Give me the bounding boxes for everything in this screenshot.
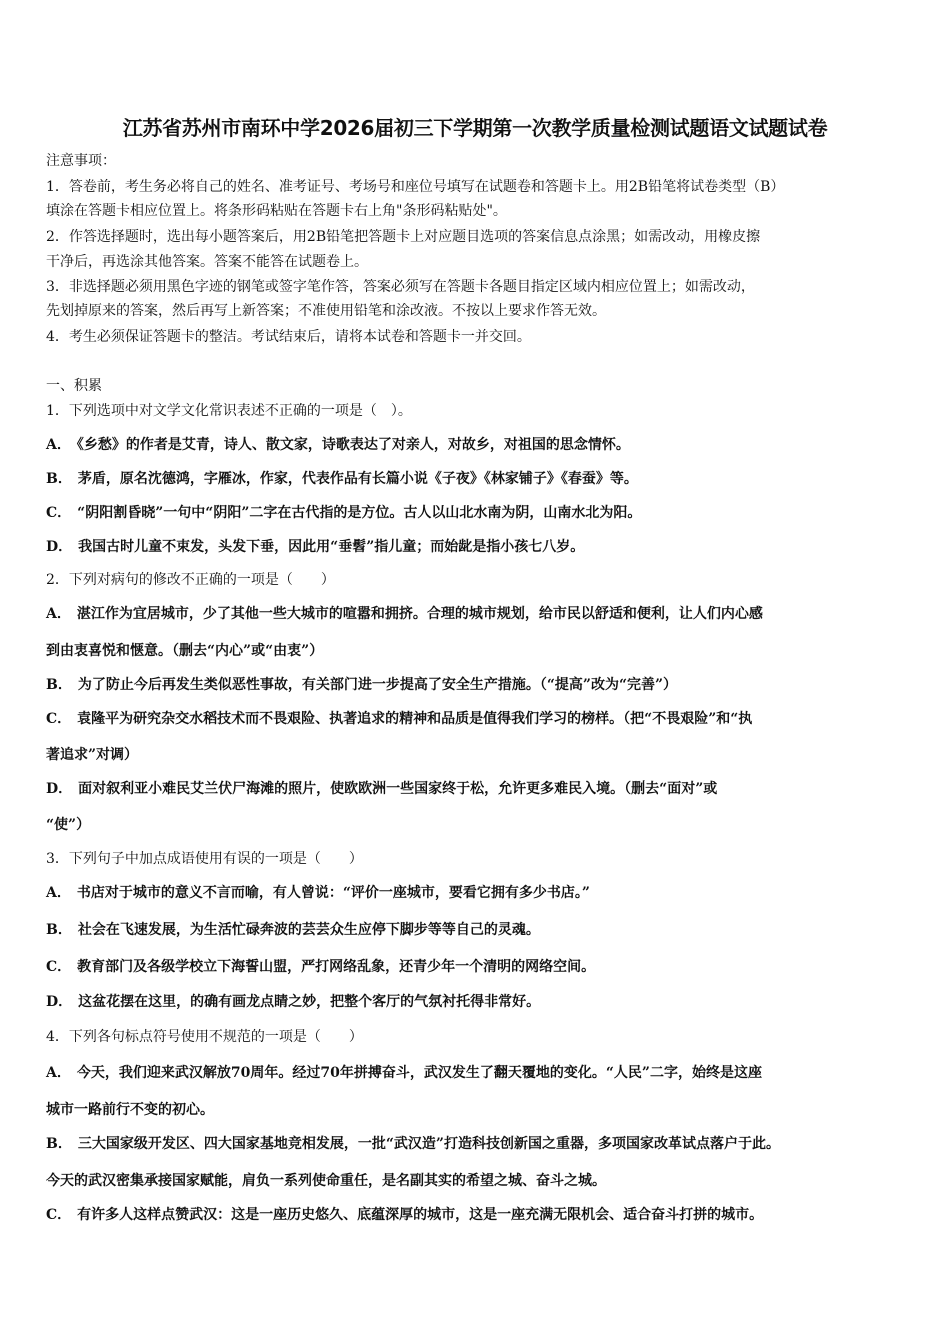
notice-line: 1．答卷前，考生务必将自己的姓名、准考证号、考场号和座位号填写在试题卷和答题卡上。用2B铅笔将试卷类型（B） (46, 179, 785, 195)
notice-line: 填涂在答题卡相应位置上。将条形码粘贴在答题卡右上角"条形码粘贴处"。 (46, 203, 507, 219)
option-d (46, 780, 717, 798)
option-text: 今天，我们迎来武汉解放70周年。经过70年拼搏奋斗，武汉发生了翻天覆地的变化。“人民”二字，始终是这座 (76, 1065, 762, 1081)
notice-heading: 注意事项： (46, 153, 116, 169)
notice-line: 2．作答选择题时，选出每小题答案后，用2B铅笔把答题卡上对应题目选项的答案信息点涂黑；如需改动，用橡皮擦 (46, 229, 761, 245)
option-label: B． (46, 677, 72, 693)
option-text: 三大国家级开发区、四大国家基地竞相发展，一批“武汉造”打造科技创新国之重器，多项国家改革试点落户于此。 (77, 1136, 780, 1152)
option-a (46, 1064, 762, 1082)
notice-line: 先划掉原来的答案，然后再写上新答案；不准使用铅笔和涂改液。不按以上要求作答无效。 (46, 303, 606, 319)
option-text: 社会在飞速发展，为生活忙碌奔波的芸芸众生应停下脚步等等自己的灵魂。 (77, 922, 540, 938)
option-label: A． (46, 1065, 71, 1081)
option-label: A． (46, 437, 71, 453)
option-c (46, 958, 595, 976)
option-b (46, 470, 638, 488)
option-continuation: 城市一路前行不变的初心。 (46, 1102, 214, 1118)
option-label: C． (46, 1207, 72, 1223)
option-text: 面对叙利亚小难民艾兰伏尸海滩的照片，使欧欧洲一些国家终于松，允许更多难民入境。（删去“面对”或 (78, 781, 718, 797)
option-label: C． (46, 711, 72, 727)
option-label: B． (46, 922, 72, 938)
option-c (46, 1206, 763, 1224)
option-text: 袁隆平为研究杂交水稻技术而不畏艰险、执著追求的精神和品质是值得我们学习的榜样。（把“不畏艰险”和“执 (77, 711, 753, 727)
option-text: 茅盾，原名沈德鸿，字雁冰，作家，代表作品有长篇小说《子夜》《林家铺子》《春蚕》等。 (77, 471, 638, 487)
option-text: 我国古时儿童不束发，头发下垂，因此用“垂髫”指儿童；而始龀是指小孩七八岁。 (78, 539, 585, 555)
option-label: A． (46, 885, 71, 901)
option-text: 《乡愁》的作者是艾青，诗人、散文家，诗歌表达了对亲人，对故乡，对祖国的思念情怀。 (76, 437, 630, 453)
option-text: 教育部门及各级学校立下海誓山盟，严打网络乱象，还青少年一个清明的网络空间。 (77, 959, 596, 975)
option-continuation: 著追求”对调） (46, 747, 139, 763)
notice-line: 3．非选择题必须用黑色字迹的钢笔或签字笔作答，答案必须写在答题卡各题目指定区域内相应位置上；如需改动， (46, 279, 755, 295)
option-continuation: “使”） (46, 817, 91, 833)
option-c (46, 710, 752, 728)
option-a (46, 884, 590, 902)
option-text: “阴阳割昏晓”一句中“阴阳”二字在古代指的是方位。古人以山北水南为阴，山南水北为阳。 (77, 505, 642, 521)
option-c (46, 504, 641, 522)
option-label: B． (46, 1136, 72, 1152)
question-stem: 3．下列句子中加点成语使用有误的一项是（ ） (46, 851, 363, 867)
option-text: 这盆花摆在这里，的确有画龙点睛之妙，把整个客厅的气氛衬托得非常好。 (78, 994, 541, 1010)
option-text: 湛江作为宜居城市，少了其他一些大城市的喧嚣和拥挤。合理的城市规划，给市民以舒适和便利，让人们内心感 (76, 606, 763, 622)
option-label: D． (46, 994, 73, 1010)
option-label: A． (46, 606, 71, 622)
notice-line: 4．考生必须保证答题卡的整洁。考试结束后，请将本试卷和答题卡一并交回。 (46, 329, 531, 345)
option-label: D． (46, 781, 73, 797)
option-a (46, 436, 630, 454)
page-title: 江苏省苏州市南环中学2026届初三下学期第一次教学质量检测试题语文试题试卷 (122, 116, 828, 140)
option-text: 为了防止今后再发生类似恶性事故，有关部门进一步提高了安全生产措施。（“提高”改为“完善”） (77, 677, 678, 693)
notice-line: 干净后，再选涂其他答案。答案不能答在试题卷上。 (46, 254, 368, 270)
option-d (46, 538, 584, 556)
option-label: C． (46, 505, 72, 521)
option-continuation: 到由衷喜悦和惬意。（删去“内心”或“由衷”） (46, 643, 324, 659)
question-stem: 4．下列各句标点符号使用不规范的一项是（ ） (46, 1029, 363, 1045)
option-text: 书店对于城市的意义不言而喻，有人曾说：“评价一座城市，要看它拥有多少书店。” (76, 885, 590, 901)
option-label: B． (46, 471, 72, 487)
option-d (46, 993, 540, 1011)
option-b (46, 921, 540, 939)
question-stem: 1．下列选项中对文学文化常识表述不正确的一项是（ ）。 (46, 403, 412, 419)
option-a (46, 605, 763, 623)
option-continuation: 今天的武汉密集承接国家赋能，肩负一系列使命重任，是名副其实的希望之城、奋斗之城。 (46, 1173, 606, 1189)
option-b (46, 1135, 780, 1153)
question-stem: 2．下列对病句的修改不正确的一项是（ ） (46, 572, 335, 588)
option-b (46, 676, 677, 694)
option-text: 有许多人这样点赞武汉：这是一座历史悠久、底蕴深厚的城市，这是一座充满无限机会、适合奋斗打拼的城市。 (77, 1207, 764, 1223)
option-label: C． (46, 959, 72, 975)
option-label: D． (46, 539, 73, 555)
section-heading: 一、积累 (46, 378, 102, 394)
